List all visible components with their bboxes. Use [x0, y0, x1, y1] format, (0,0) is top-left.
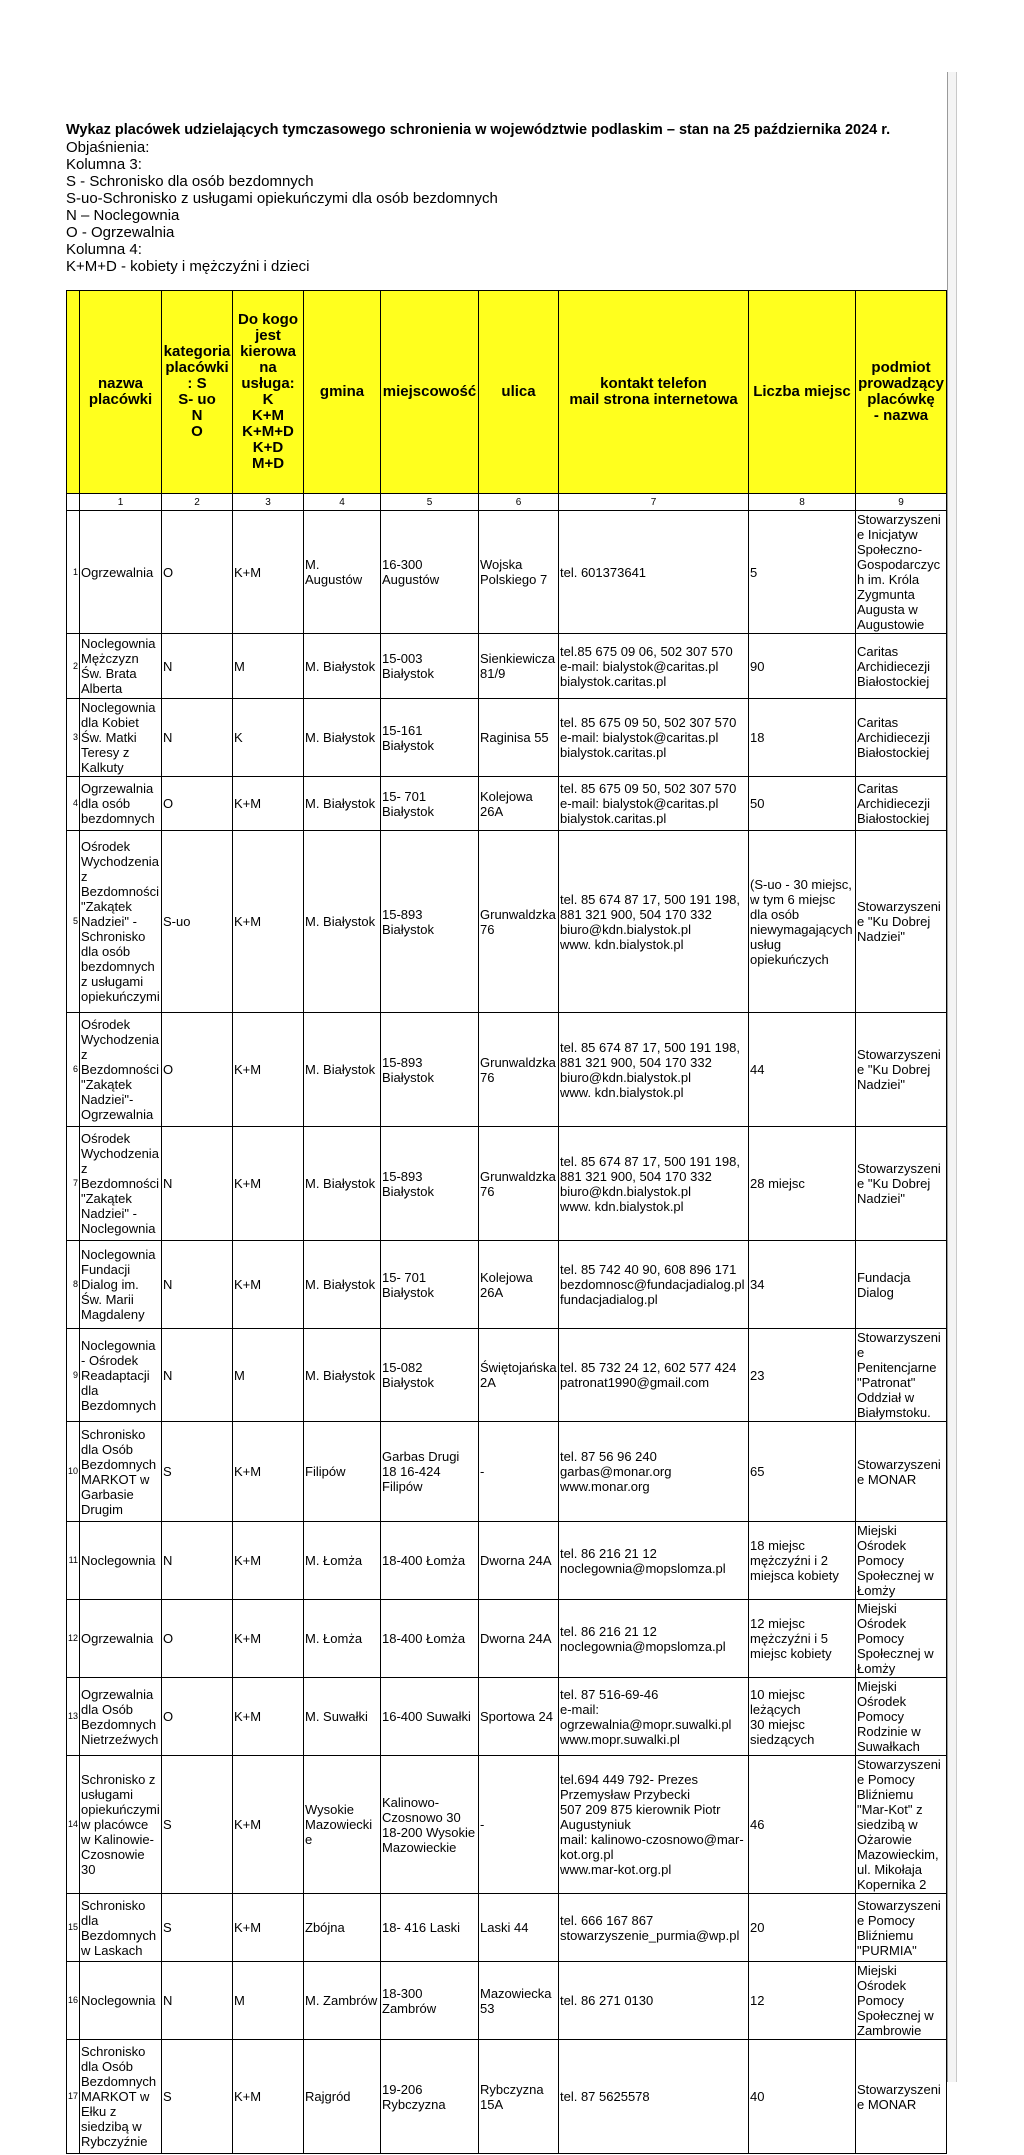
cell-lp: 14: [67, 1756, 80, 1894]
explanation-line: Kolumna 4:: [66, 241, 142, 258]
cell-gmina: Rajgród: [304, 2040, 381, 2154]
column-number: 1: [80, 494, 162, 511]
cell-city: 18-400 Łomża: [381, 1600, 479, 1678]
cell-gmina: Wysokie Mazowieckie: [304, 1756, 381, 1894]
cell-cat: S-uo: [162, 831, 233, 1013]
cell-name: Ogrzewalnia dla Osób Bezdomnych Nietrzeźwych: [80, 1678, 162, 1756]
cell-target: K+M: [233, 1678, 304, 1756]
cell-operator: Stowarzyszenie Pomocy Bliźniemu "Mar-Kot" z siedzibą w Ożarowie Mazowieckim, ul. Mikołaja Kopernika 2: [856, 1756, 947, 1894]
cell-contact: tel. 85 675 09 50, 502 307 570 e-mail: bialystok@caritas.pl bialystok.caritas.pl: [559, 699, 749, 777]
cell-lp: 9: [67, 1329, 80, 1422]
cell-street: Dworna 24A: [479, 1600, 559, 1678]
cell-street: Raginisa 55: [479, 699, 559, 777]
table-row: [67, 1756, 947, 1894]
table-row: [67, 699, 947, 777]
cell-cat: N: [162, 634, 233, 699]
cell-target: K+M: [233, 1422, 304, 1522]
cell-cat: S: [162, 1756, 233, 1894]
cell-street: Mazowiecka 53: [479, 1962, 559, 2040]
table-row: [67, 831, 947, 1013]
document-title: Wykaz placówek udzielających tymczasowego schronienia w województwie podlaskim – stan na 25 października 2024 r.: [66, 122, 891, 138]
cell-gmina: M. Białystok: [304, 1013, 381, 1127]
cell-places: 90: [749, 634, 856, 699]
cell-target: K+M: [233, 1522, 304, 1600]
cell-contact: tel. 85 674 87 17, 500 191 198, 881 321 900, 504 170 332 biuro@kdn.bialystok.pl www. kdn.bialystok.pl: [559, 831, 749, 1013]
cell-contact: tel. 85 675 09 50, 502 307 570 e-mail: bialystok@caritas.pl bialystok.caritas.pl: [559, 777, 749, 831]
cell-places: (S-uo - 30 miejsc, w tym 6 miejsc dla osób niewymagających usług opiekuńczych: [749, 831, 856, 1013]
cell-contact: tel. 85 674 87 17, 500 191 198, 881 321 900, 504 170 332 biuro@kdn.bialystok.pl www. kdn.bialystok.pl: [559, 1127, 749, 1241]
cell-contact: tel. 85 674 87 17, 500 191 198, 881 321 900, 504 170 332 biuro@kdn.bialystok.pl www. kdn.bialystok.pl: [559, 1013, 749, 1127]
cell-street: Wojska Polskiego 7: [479, 511, 559, 634]
cell-operator: Caritas Archidiecezji Białostockiej: [856, 777, 947, 831]
cell-contact: tel. 86 271 0130: [559, 1962, 749, 2040]
cell-gmina: M. Białystok: [304, 777, 381, 831]
cell-name: Noclegownia: [80, 1522, 162, 1600]
cell-cat: N: [162, 1241, 233, 1329]
cell-operator: Stowarzyszenie "Ku Dobrej Nadziei": [856, 1127, 947, 1241]
cell-city: 15-893 Białystok: [381, 1013, 479, 1127]
cell-city: Kalinowo-Czosnowo 30 18-200 Wysokie Mazowieckie: [381, 1756, 479, 1894]
cell-gmina: M. Białystok: [304, 1329, 381, 1422]
cell-places: 18: [749, 699, 856, 777]
cell-city: 18- 416 Laski: [381, 1894, 479, 1962]
cell-places: 50: [749, 777, 856, 831]
cell-lp: 1: [67, 511, 80, 634]
cell-city: 18-300 Zambrów: [381, 1962, 479, 2040]
cell-gmina: M. Białystok: [304, 699, 381, 777]
category-header: kategoria placówki: S S- uo N O: [162, 291, 233, 494]
table-row: [67, 1894, 947, 1962]
table-row: [67, 1241, 947, 1329]
cell-name: Schronisko z usługami opiekuńczymi w placówce w Kalinowie-Czosnowie 30: [80, 1756, 162, 1894]
cell-gmina: M. Białystok: [304, 831, 381, 1013]
cell-contact: tel.694 449 792- Prezes Przemysław Przybecki 507 209 875 kierownik Piotr Augustyniuk mail: kalinowo-czosnowo@mar-kot.org.pl www.mar-kot.org.pl: [559, 1756, 749, 1894]
cell-name: Ośrodek Wychodzenia z Bezdomności "Zakątek Nadziei"- Ogrzewalnia: [80, 1013, 162, 1127]
document-header: [66, 122, 946, 275]
cell-city: 15-893 Białystok: [381, 831, 479, 1013]
table-row: [67, 634, 947, 699]
cell-contact: tel. 87 5625578: [559, 2040, 749, 2154]
table-row: [67, 2040, 947, 2154]
cell-name: Schronisko dla Bezdomnych w Laskach: [80, 1894, 162, 1962]
operator-header: podmiot prowadzący placówkę - nazwa: [856, 291, 947, 494]
cell-target: K+M: [233, 2040, 304, 2154]
cell-city: 15-082 Białystok: [381, 1329, 479, 1422]
cell-places: 20: [749, 1894, 856, 1962]
cell-name: Ośrodek Wychodzenia z Bezdomności "Zakątek Nadziei" - Schronisko dla osób bezdomnych z usługami opiekuńczymi: [80, 831, 162, 1013]
column-number: 5: [381, 494, 479, 511]
cell-lp: 15: [67, 1894, 80, 1962]
cell-city: 19-206 Rybczyzna: [381, 2040, 479, 2154]
cell-name: Noclegownia Fundacji Dialog im. Św. Marii Magdaleny: [80, 1241, 162, 1329]
cell-gmina: M. Augustów: [304, 511, 381, 634]
table-row: [67, 1422, 947, 1522]
cell-lp: 7: [67, 1127, 80, 1241]
table-row: [67, 777, 947, 831]
column-number: 2: [162, 494, 233, 511]
cell-places: 65: [749, 1422, 856, 1522]
cell-places: 46: [749, 1756, 856, 1894]
cell-contact: tel. 86 216 21 12 noclegownia@mopslomza.pl: [559, 1600, 749, 1678]
cell-target: K+M: [233, 511, 304, 634]
table-row: [67, 1329, 947, 1422]
cell-operator: Caritas Archidiecezji Białostockiej: [856, 699, 947, 777]
cell-gmina: M. Zambrów: [304, 1962, 381, 2040]
column-number: [67, 494, 80, 511]
cell-city: 15-161 Białystok: [381, 699, 479, 777]
cell-street: Grunwaldzka 76: [479, 1013, 559, 1127]
explanation-line: O - Ogrzewalnia: [66, 224, 175, 241]
cell-operator: Stowarzyszenie Inicjatyw Społeczno-Gospodarczych im. Króla Zygmunta Augusta w Augustowie: [856, 511, 947, 634]
cell-name: Ogrzewalnia: [80, 1600, 162, 1678]
cell-places: 5: [749, 511, 856, 634]
cell-target: K: [233, 699, 304, 777]
shelters-table: [66, 290, 947, 2154]
cell-contact: tel. 87 516-69-46 e-mail: ogrzewalnia@mopr.suwalki.pl www.mopr.suwalki.pl: [559, 1678, 749, 1756]
cell-target: K+M: [233, 1756, 304, 1894]
cell-cat: N: [162, 1522, 233, 1600]
cell-lp: 12: [67, 1600, 80, 1678]
cell-lp: 8: [67, 1241, 80, 1329]
table-row: [67, 1600, 947, 1678]
cell-name: Noclegownia - Ośrodek Readaptacji dla Bezdomnych: [80, 1329, 162, 1422]
cell-target: K+M: [233, 831, 304, 1013]
cell-lp: 6: [67, 1013, 80, 1127]
cell-lp: 5: [67, 831, 80, 1013]
cell-city: 15- 701 Białystok: [381, 777, 479, 831]
cell-places: 12 miejsc mężczyźni i 5 miejsc kobiety: [749, 1600, 856, 1678]
cell-target: M: [233, 1962, 304, 2040]
cell-contact: tel. 86 216 21 12 noclegownia@mopslomza.pl: [559, 1522, 749, 1600]
cell-street: Świętojańska 2A: [479, 1329, 559, 1422]
table-row: [67, 1962, 947, 2040]
cell-target: M: [233, 634, 304, 699]
cell-street: Laski 44: [479, 1894, 559, 1962]
table-row: [67, 1522, 947, 1600]
cell-contact: tel. 666 167 867 stowarzyszenie_purmia@wp.pl: [559, 1894, 749, 1962]
cell-cat: O: [162, 777, 233, 831]
cell-contact: tel.85 675 09 06, 502 307 570 e-mail: bialystok@caritas.pl bialystok.caritas.pl: [559, 634, 749, 699]
cell-lp: 16: [67, 1962, 80, 2040]
cell-name: Schronisko dla Osób Bezdomnych MARKOT w Ełku z siedzibą w Rybczyźnie: [80, 2040, 162, 2154]
column-number: 4: [304, 494, 381, 511]
cell-target: K+M: [233, 777, 304, 831]
explanation-line: N – Noclegownia: [66, 207, 180, 224]
table-header-row: [67, 291, 947, 494]
cell-name: Noclegownia Mężczyzn Św. Brata Alberta: [80, 634, 162, 699]
city-header: miejscowość: [381, 291, 479, 494]
cell-gmina: M. Łomża: [304, 1600, 381, 1678]
cell-target: K+M: [233, 1127, 304, 1241]
explanation-line: S - Schronisko dla osób bezdomnych: [66, 173, 314, 190]
cell-lp: 4: [67, 777, 80, 831]
page-right-border: [947, 72, 957, 2082]
cell-gmina: Zbójna: [304, 1894, 381, 1962]
cell-cat: S: [162, 1422, 233, 1522]
cell-name: Noclegownia: [80, 1962, 162, 2040]
explanation-line: S-uo-Schronisko z usługami opiekuńczymi dla osób bezdomnych: [66, 190, 498, 207]
cell-street: -: [479, 1422, 559, 1522]
cell-gmina: Filipów: [304, 1422, 381, 1522]
explanation-line: K+M+D - kobiety i mężczyźni i dzieci: [66, 258, 310, 275]
cell-street: Dworna 24A: [479, 1522, 559, 1600]
cell-operator: Miejski Ośrodek Pomocy Rodzinie w Suwałkach: [856, 1678, 947, 1756]
cell-cat: N: [162, 1329, 233, 1422]
table-row: [67, 511, 947, 634]
street-header: ulica: [479, 291, 559, 494]
cell-street: Kolejowa 26A: [479, 777, 559, 831]
cell-places: 10 miejsc leżących 30 miejsc siedzących: [749, 1678, 856, 1756]
cell-operator: Miejski Ośrodek Pomocy Społecznej w Łomży: [856, 1600, 947, 1678]
cell-contact: tel. 87 56 96 240 garbas@monar.org www.monar.org: [559, 1422, 749, 1522]
cell-gmina: M. Białystok: [304, 1127, 381, 1241]
cell-lp: 10: [67, 1422, 80, 1522]
cell-cat: N: [162, 1127, 233, 1241]
cell-street: Grunwaldzka 76: [479, 1127, 559, 1241]
cell-street: Grunwaldzka 76: [479, 831, 559, 1013]
target-header: Do kogo jest kierowa na usługa: K K+M K+M+D K+D M+D: [233, 291, 304, 494]
cell-target: K+M: [233, 1894, 304, 1962]
name-header: nazwa placówki: [80, 291, 162, 494]
cell-target: K+M: [233, 1600, 304, 1678]
cell-target: M: [233, 1329, 304, 1422]
cell-lp: 11: [67, 1522, 80, 1600]
cell-target: K+M: [233, 1013, 304, 1127]
cell-operator: Miejski Ośrodek Pomocy Społecznej w Zambrowie: [856, 1962, 947, 2040]
cell-lp: 13: [67, 1678, 80, 1756]
table-row: [67, 1678, 947, 1756]
cell-name: Ogrzewalnia: [80, 511, 162, 634]
column-number: 7: [559, 494, 749, 511]
cell-places: 23: [749, 1329, 856, 1422]
cell-operator: Stowarzyszenie MONAR: [856, 1422, 947, 1522]
cell-street: Rybczyzna 15A: [479, 2040, 559, 2154]
cell-street: Kolejowa 26A: [479, 1241, 559, 1329]
explanation-line: Objaśnienia:: [66, 139, 150, 156]
cell-gmina: M. Suwałki: [304, 1678, 381, 1756]
cell-operator: Caritas Archidiecezji Białostockiej: [856, 634, 947, 699]
cell-city: 15- 701 Białystok: [381, 1241, 479, 1329]
cell-gmina: M. Białystok: [304, 634, 381, 699]
column-number: 9: [856, 494, 947, 511]
explanation-line: Kolumna 3:: [66, 156, 142, 173]
cell-name: Noclegownia dla Kobiet Św. Matki Teresy z Kalkuty: [80, 699, 162, 777]
cell-cat: O: [162, 1013, 233, 1127]
cell-city: 16-300 Augustów: [381, 511, 479, 634]
table-row: [67, 1013, 947, 1127]
column-number: 6: [479, 494, 559, 511]
cell-lp: 17: [67, 2040, 80, 2154]
cell-places: 12: [749, 1962, 856, 2040]
cell-city: 16-400 Suwałki: [381, 1678, 479, 1756]
column-number-row: [67, 494, 947, 511]
cell-operator: Fundacja Dialog: [856, 1241, 947, 1329]
cell-street: Sienkiewicza 81/9: [479, 634, 559, 699]
cell-places: 28 miejsc: [749, 1127, 856, 1241]
cell-cat: N: [162, 1962, 233, 2040]
cell-city: Garbas Drugi 18 16-424 Filipów: [381, 1422, 479, 1522]
cell-target: K+M: [233, 1241, 304, 1329]
cell-cat: O: [162, 1678, 233, 1756]
cell-places: 44: [749, 1013, 856, 1127]
cell-places: 34: [749, 1241, 856, 1329]
cell-street: -: [479, 1756, 559, 1894]
cell-operator: Stowarzyszenie Penitencjarne "Patronat" Oddział w Białymstoku.: [856, 1329, 947, 1422]
cell-operator: Stowarzyszenie "Ku Dobrej Nadziei": [856, 1013, 947, 1127]
cell-operator: Stowarzyszenie Pomocy Bliźniemu "PURMIA": [856, 1894, 947, 1962]
cell-lp: 3: [67, 699, 80, 777]
cell-places: 40: [749, 2040, 856, 2154]
table-row: [67, 1127, 947, 1241]
cell-name: Ośrodek Wychodzenia z Bezdomności "Zakątek Nadziei" - Noclegownia: [80, 1127, 162, 1241]
cell-cat: N: [162, 699, 233, 777]
cell-operator: Miejski Ośrodek Pomocy Społecznej w Łomży: [856, 1522, 947, 1600]
cell-name: Schronisko dla Osób Bezdomnych MARKOT w Garbasie Drugim: [80, 1422, 162, 1522]
cell-gmina: M. Białystok: [304, 1241, 381, 1329]
cell-cat: S: [162, 2040, 233, 2154]
cell-contact: tel. 601373641: [559, 511, 749, 634]
lp-header: [67, 291, 80, 494]
places-header: Liczba miejsc: [749, 291, 856, 494]
cell-city: 15-893 Białystok: [381, 1127, 479, 1241]
cell-gmina: M. Łomża: [304, 1522, 381, 1600]
contact-header: kontakt telefon mail strona internetowa: [559, 291, 749, 494]
column-number: 3: [233, 494, 304, 511]
cell-operator: Stowarzyszenie "Ku Dobrej Nadziei": [856, 831, 947, 1013]
gmina-header: gmina: [304, 291, 381, 494]
cell-street: Sportowa 24: [479, 1678, 559, 1756]
column-number: 8: [749, 494, 856, 511]
cell-places: 18 miejsc mężczyźni i 2 miejsca kobiety: [749, 1522, 856, 1600]
explanations: [66, 139, 946, 275]
cell-cat: O: [162, 511, 233, 634]
cell-cat: O: [162, 1600, 233, 1678]
cell-cat: S: [162, 1894, 233, 1962]
cell-lp: 2: [67, 634, 80, 699]
cell-contact: tel. 85 732 24 12, 602 577 424 patronat1990@gmail.com: [559, 1329, 749, 1422]
cell-contact: tel. 85 742 40 90, 608 896 171 bezdomnosc@fundacjadialog.pl fundacjadialog.pl: [559, 1241, 749, 1329]
cell-name: Ogrzewalnia dla osób bezdomnych: [80, 777, 162, 831]
cell-city: 18-400 Łomża: [381, 1522, 479, 1600]
cell-city: 15-003 Białystok: [381, 634, 479, 699]
cell-operator: Stowarzyszenie MONAR: [856, 2040, 947, 2154]
